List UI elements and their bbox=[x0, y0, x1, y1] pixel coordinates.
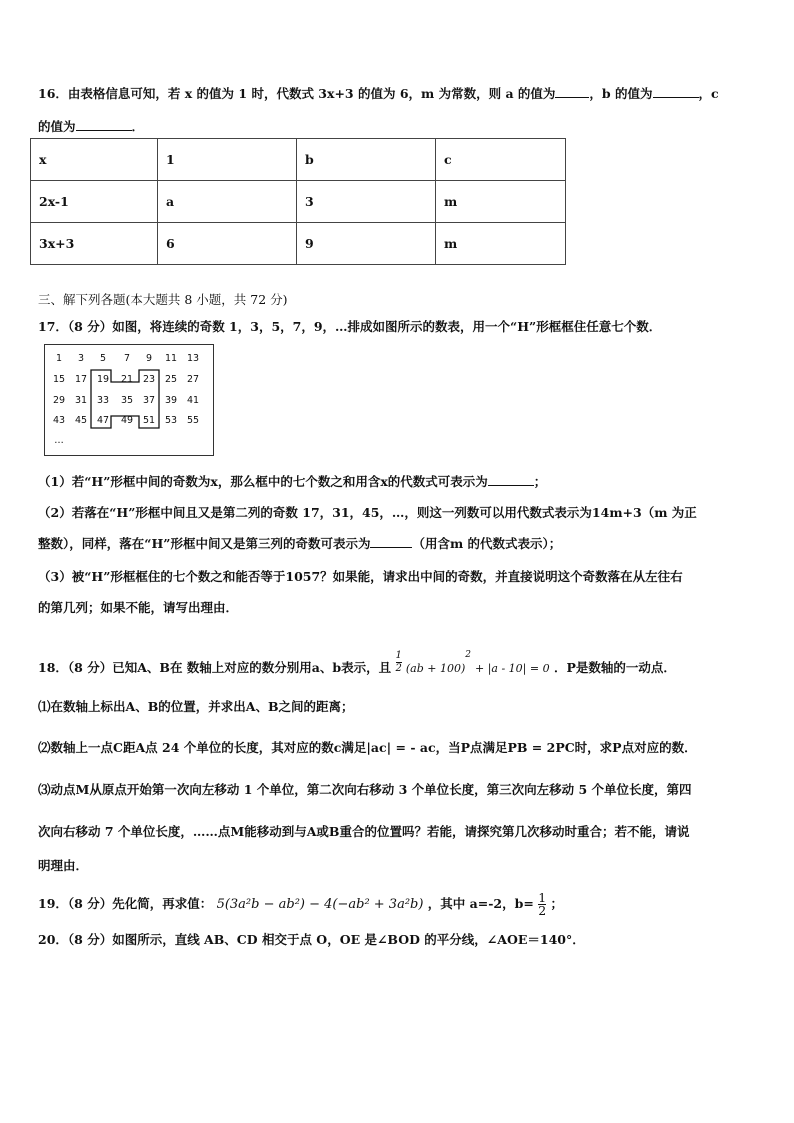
grid-number: 41 bbox=[186, 395, 200, 406]
q19-mid: ，其中 a=-2，b= bbox=[427, 896, 534, 911]
q17-part2b bbox=[38, 534, 561, 552]
grid-number: 21 bbox=[120, 374, 134, 385]
q18-part1: ⑴在数轴上标出A、B的位置，并求出A、B之间的距离； bbox=[38, 699, 354, 714]
table-cell: c bbox=[436, 139, 566, 181]
grid-number: 25 bbox=[164, 374, 178, 385]
table-cell: b bbox=[297, 139, 436, 181]
grid-number: 35 bbox=[120, 395, 134, 406]
q20-stem: 20．（8 分）如图所示，直线 AB、CD 相交于点 O，OE 是∠BOD 的平分线，∠AOE＝140°． bbox=[38, 932, 585, 947]
grid-number: 9 bbox=[145, 353, 153, 364]
grid-number: 15 bbox=[52, 374, 66, 385]
half-fraction: $\frac{1}{2}$ bbox=[395, 650, 402, 674]
table-cell: 3 bbox=[297, 181, 436, 223]
q18-part3b: 次向右移动 7 个单位长度，……点M能移动到与A或B重合的位置吗？若能，请探究第几次移动时重合；若不能，请说 bbox=[38, 824, 690, 839]
q16-text-d: 的值为 bbox=[38, 119, 76, 134]
table-cell: 3x+3 bbox=[31, 223, 158, 265]
grid-number: 31 bbox=[74, 395, 88, 406]
grid-number: 3 bbox=[77, 353, 85, 364]
q16-text-c: ，c bbox=[698, 86, 719, 101]
grid-number: 19 bbox=[96, 374, 110, 385]
grid-number: 17 bbox=[74, 374, 88, 385]
grid-number: 53 bbox=[164, 415, 178, 426]
q16-line2 bbox=[38, 117, 144, 135]
q18-part3a: ⑶动点M从原点开始第一次向左移动 1 个单位，第二次向右移动 3 个单位长度，第三次向左移动 5 个单位长度，第四 bbox=[38, 782, 692, 797]
q19-end: ； bbox=[550, 896, 564, 911]
formula-body: (ab + 100) bbox=[405, 662, 466, 675]
grid-number: 27 bbox=[186, 374, 200, 385]
b-fraction: $\frac{1}{2}$ bbox=[538, 890, 547, 918]
grid-number: 29 bbox=[52, 395, 66, 406]
q17-p2b-text: 整数），同样，落在“H”形框中间又是第三列的奇数可表示为 bbox=[38, 536, 371, 551]
q17-part3a: （3）被“H”形框框住的七个数之和能否等于1057？如果能，请求出中间的奇数，并直接说明这个奇数落在从左往右 bbox=[38, 569, 683, 584]
q17-p2b-end: （用含m 的代数式表示）； bbox=[412, 536, 562, 551]
grid-number: 39 bbox=[164, 395, 178, 406]
table-cell: 6 bbox=[158, 223, 297, 265]
table-cell: a bbox=[158, 181, 297, 223]
section-heading: 三、解下列各题(本大题共 8 小题，共 72 分) bbox=[38, 292, 288, 307]
grid-number: 13 bbox=[186, 353, 200, 364]
grid-number: 37 bbox=[142, 395, 156, 406]
answer-blank-c[interactable] bbox=[76, 118, 132, 131]
answer-blank-a[interactable] bbox=[555, 85, 589, 98]
grid-number: 33 bbox=[96, 395, 110, 406]
answer-blank-b[interactable] bbox=[653, 85, 699, 98]
grid-number: 45 bbox=[74, 415, 88, 426]
grid-number: … bbox=[54, 435, 64, 446]
table-row bbox=[31, 223, 566, 265]
grid-number: 11 bbox=[164, 353, 178, 364]
formula-exponent: 2 bbox=[465, 649, 471, 660]
grid-number: 47 bbox=[96, 415, 110, 426]
table-row bbox=[31, 139, 566, 181]
q16-text-a: 16．由表格信息可知，若 x 的值为 1 时，代数式 3x+3 的值为 6，m 为常数，则 a 的值为 bbox=[38, 86, 556, 101]
q16-text-b: ，b 的值为 bbox=[589, 86, 653, 101]
q18-part3c: 明理由． bbox=[38, 858, 89, 873]
table-cell: 9 bbox=[297, 223, 436, 265]
q18-stem-b: ．P是数轴的一动点． bbox=[553, 660, 676, 675]
table-cell: x bbox=[31, 139, 158, 181]
q17-stem: 17．（8 分）如图，将连续的奇数 1，3，5，7，9，…排成如图所示的数表，用一个“H”形框框住任意七个数． bbox=[38, 319, 662, 334]
value-table bbox=[30, 138, 566, 265]
table-cell: m bbox=[436, 223, 566, 265]
grid-number: 7 bbox=[123, 353, 131, 364]
q18-stem-a: 18．（8 分）已知A、B在 数轴上对应的数分别用a、b表示，且 bbox=[38, 660, 392, 675]
answer-blank-17-2[interactable] bbox=[370, 535, 412, 548]
table-row bbox=[31, 181, 566, 223]
q17-part3b: 的第几列；如果不能，请写出理由． bbox=[38, 600, 239, 615]
q17-p1-end: ； bbox=[533, 474, 547, 489]
answer-blank-17-1[interactable] bbox=[488, 473, 534, 486]
q18-part2: ⑵数轴上一点C距A点 24 个单位的长度，其对应的数c满足|ac| = - ac，当P点满足PB = 2PC时，求P点对应的数． bbox=[38, 740, 697, 755]
q19-expression: 5(3a²b − ab²) − 4(−ab² + 3a²b) bbox=[216, 897, 424, 912]
q17-p1-text: （1）若“H”形框中间的奇数为x，那么框中的七个数之和用含x的代数式可表示为 bbox=[38, 474, 488, 489]
q19-line bbox=[38, 892, 563, 917]
grid-number: 23 bbox=[142, 374, 156, 385]
q18-formula bbox=[395, 649, 550, 681]
q16-line1 bbox=[38, 84, 719, 102]
odd-number-table bbox=[44, 344, 214, 456]
grid-number: 55 bbox=[186, 415, 200, 426]
q19-stem: 19．（8 分）先化简，再求值： bbox=[38, 896, 213, 911]
q17-part1 bbox=[38, 472, 546, 490]
grid-number: 5 bbox=[99, 353, 107, 364]
grid-number: 1 bbox=[55, 353, 63, 364]
q17-part2a: （2）若落在“H”形框中间且又是第二列的奇数 17，31，45，…，则这一列数可以用代数式表示为14m+3（m 为正 bbox=[38, 505, 697, 520]
formula-tail: + |a - 10| = 0 bbox=[474, 662, 550, 675]
table-cell: 1 bbox=[158, 139, 297, 181]
grid-number: 49 bbox=[120, 415, 134, 426]
table-cell: m bbox=[436, 181, 566, 223]
grid-number: 51 bbox=[142, 415, 156, 426]
table-cell: 2x-1 bbox=[31, 181, 158, 223]
q16-end: ． bbox=[131, 119, 145, 134]
q18-stem bbox=[38, 649, 676, 681]
grid-number: 43 bbox=[52, 415, 66, 426]
